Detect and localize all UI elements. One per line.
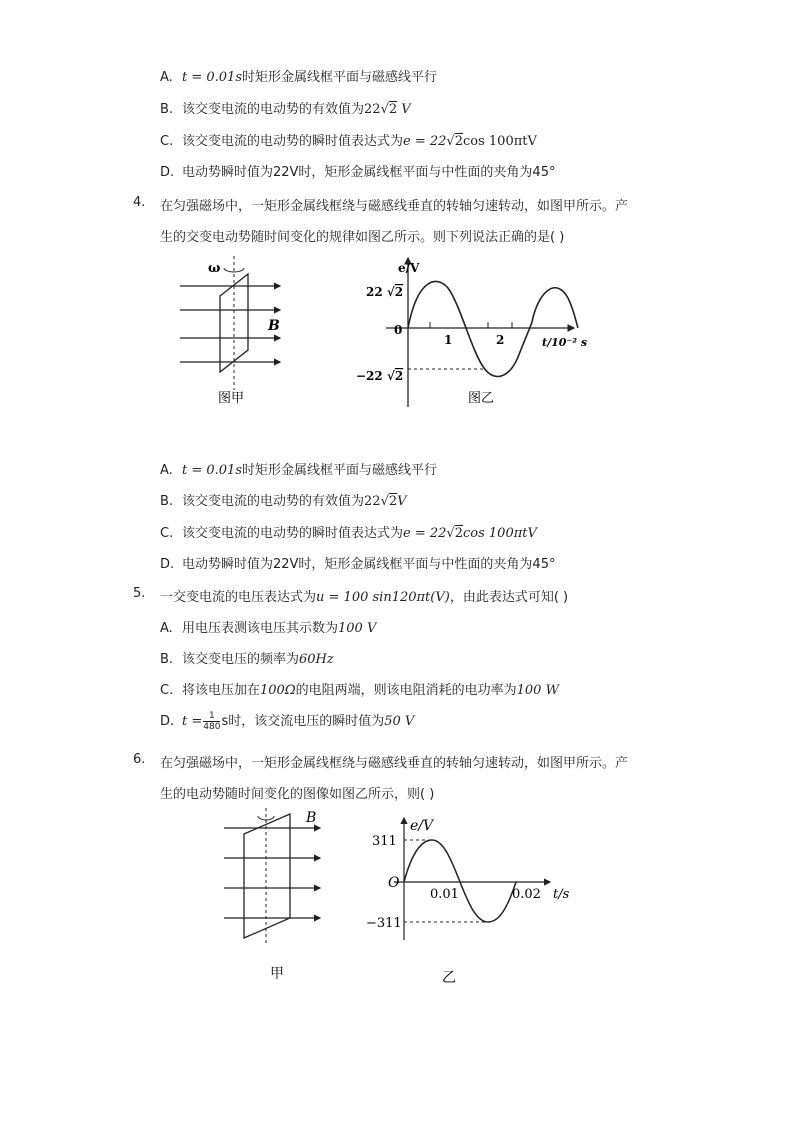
q5-option-a <box>160 617 376 636</box>
option-letter: B. <box>160 102 174 117</box>
omega-label: ω <box>208 261 221 276</box>
y-axis-label: e/V <box>398 261 420 275</box>
figure-caption: 图乙 <box>468 391 495 406</box>
option-radicand: 2 <box>388 494 398 509</box>
ymin-label: −22 √2 <box>356 369 404 383</box>
ymin-label: −311 <box>366 916 402 931</box>
option-text: 该交变电流的电动势的有效值为 <box>182 102 365 117</box>
q5-option-d <box>160 710 414 732</box>
b-label: B <box>268 318 280 334</box>
option-tail: cos 100πtV <box>463 134 537 149</box>
coil-frame <box>244 814 290 938</box>
option-letter: C. <box>160 134 174 149</box>
option-text: s时，该交流电压的瞬时值为 <box>221 714 385 729</box>
option-lhs: e = 22 <box>403 134 447 149</box>
tick-label: 1 <box>444 333 453 347</box>
option-letter: B. <box>160 494 174 509</box>
q4-figure-a <box>172 252 302 412</box>
option-letter: D. <box>160 557 175 572</box>
option-text: 用电压表测该电压其示数为 <box>182 621 339 636</box>
option-math: t = 0.01s <box>182 70 242 85</box>
tick-label: 2 <box>496 333 505 347</box>
tick-label: 0.01 <box>430 887 459 902</box>
b-label: B <box>306 810 317 826</box>
option-value: 60Hz <box>299 652 334 667</box>
tick-label: 0.02 <box>512 887 541 902</box>
x-axis-label: t/10⁻² s <box>542 336 588 349</box>
option-coef: 22 <box>364 494 381 509</box>
option-text: 该交变电压的频率为 <box>182 652 300 667</box>
q4-figure-b <box>346 252 616 412</box>
option-radicand: 2 <box>454 134 463 149</box>
figure-caption: 甲 <box>270 966 284 982</box>
option-letter: D. <box>160 714 175 729</box>
sine-curve <box>404 840 516 922</box>
option-letter: A. <box>160 463 173 478</box>
q4-option-a <box>160 459 437 478</box>
ymax-label: 311 <box>372 834 397 849</box>
x-axis-label: t/s <box>553 887 570 902</box>
option-text: 电动势瞬时值为22V时，矩形金属线框平面与中性面的夹角为45° <box>182 557 556 572</box>
question-number: 6. <box>133 752 146 767</box>
q4-option-b: B. 该交变电流的电动势的有效值为22√2V <box>160 494 407 509</box>
option-letter: A. <box>160 70 173 85</box>
figure-caption: 图甲 <box>218 391 245 406</box>
option-resistance: 100Ω <box>260 683 296 698</box>
question-stem-line: 生的电动势随时间变化的图像如图乙所示，则( ) <box>160 787 435 802</box>
option-lhs: e = 22 <box>403 526 447 541</box>
question-stem-line: 在匀强磁场中，一矩形金属线框绕与磁感线垂直的转轴匀速转动，如图甲所示。产 <box>160 199 629 214</box>
option-text: 的电阻两端，则该电阻消耗的电功率为 <box>295 683 517 698</box>
option-unit: V <box>401 102 411 117</box>
question-stem-line: 生的交变电动势随时间变化的规律如图乙所示。则下列说法正确的是( ) <box>160 230 565 245</box>
option-radicand: 2 <box>388 102 398 117</box>
origin-label: O <box>388 875 400 891</box>
option-letter: A. <box>160 621 173 636</box>
q3-option-a <box>160 66 437 85</box>
option-letter: D. <box>160 165 175 180</box>
option-unit: V <box>397 494 407 509</box>
q4-option-c: C. 该交变电流的电动势的瞬时值表达式为e = 22√2cos 100πtV <box>160 526 537 541</box>
ymax-label: 22 √2 <box>366 285 404 299</box>
option-tail: cos 100πtV <box>463 526 537 541</box>
option-text: 该交变电流的电动势的瞬时值表达式为 <box>182 134 404 149</box>
question-stem-line: 在匀强磁场中，一矩形金属线框绕与磁感线垂直的转轴匀速转动，如图甲所示。产 <box>160 756 629 771</box>
option-text: 电动势瞬时值为22V时，矩形金属线框平面与中性面的夹角为45° <box>182 165 556 180</box>
q3-option-b: B. 该交变电流的电动势的有效值为22√2 V <box>160 102 411 117</box>
q3-option-c: C. 该交变电流的电动势的瞬时值表达式为e = 22√2cos 100πtV <box>160 134 537 149</box>
fraction: $\frac{1}{480}$ <box>203 711 221 732</box>
stem-math: u = 100 sin120πt(V) <box>316 590 450 605</box>
option-text: 将该电压加在 <box>182 683 261 698</box>
option-coef: 22 <box>364 102 381 117</box>
q6-figure-b <box>360 812 590 990</box>
q3-option-d <box>160 161 555 180</box>
option-text: 该交变电流的电动势的瞬时值表达式为 <box>182 526 404 541</box>
option-t: t = <box>182 714 203 729</box>
origin-label: 0 <box>394 323 403 337</box>
q4-option-d <box>160 553 555 572</box>
option-text: 时矩形金属线框平面与磁感线平行 <box>242 463 438 478</box>
q6-figure-a <box>220 806 340 986</box>
option-radicand: 2 <box>454 526 463 541</box>
option-value: 100 V <box>338 621 377 636</box>
question-number: 4. <box>133 195 146 210</box>
question-number: 5. <box>133 586 146 601</box>
y-axis-label: e/V <box>410 818 434 834</box>
q5-option-b <box>160 648 334 667</box>
option-value: 100 W <box>516 683 559 698</box>
question-stem: 一交变电流的电压表达式为u = 100 sin120πt(V)，由此表达式可知( ) <box>160 590 569 605</box>
q5-option-c <box>160 679 559 698</box>
option-value: 50 V <box>384 714 415 729</box>
option-letter: C. <box>160 683 174 698</box>
option-letter: B. <box>160 652 174 667</box>
figure-caption: 乙 <box>442 970 456 986</box>
option-text: 该交变电流的电动势的有效值为 <box>182 494 365 509</box>
option-text: 时矩形金属线框平面与磁感线平行 <box>242 70 438 85</box>
option-letter: C. <box>160 526 174 541</box>
option-math: t = 0.01s <box>182 463 242 478</box>
sine-curve <box>408 281 578 376</box>
